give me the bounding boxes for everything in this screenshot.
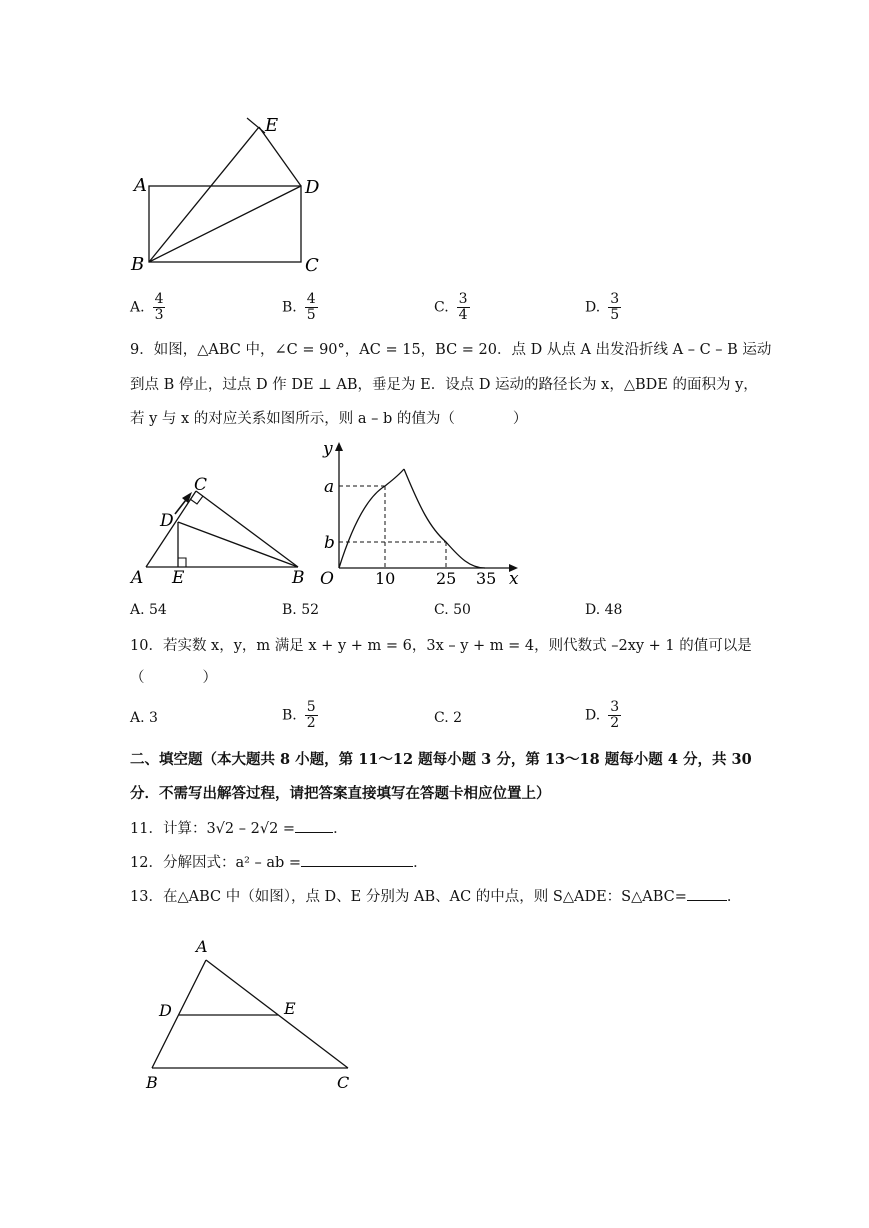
label-a-value: a [324,477,335,497]
q9-option-c[interactable]: C. 50 [434,602,471,618]
q11-answer-blank[interactable] [295,818,333,833]
arrow-head [182,492,192,503]
tick-25: 25 [436,569,457,588]
label-origin: O [320,569,334,589]
label-x: x [509,569,519,589]
tick-35: 35 [476,569,497,588]
tick-10: 10 [375,569,396,588]
q13-answer-blank[interactable] [687,886,727,901]
label-b-value: b [324,533,335,553]
q9-triangle-figure [125,470,315,590]
segment-db [178,522,298,567]
segment-be [149,127,259,262]
section-2-heading-line-1: 二、填空题（本大题共 8 小题，第 11～12 题每小题 3 分，第 13～18 题每小题 4 分，共 30 [130,751,752,768]
label-e: E [284,999,296,1018]
q9-graph-figure [310,438,530,590]
label-b: B [292,568,305,588]
q10-option-d[interactable]: D. $\frac{3}{2}$ [585,699,620,731]
q9-option-d[interactable]: D. 48 [585,602,623,618]
label-a: A [134,175,147,196]
label-a: A [196,937,208,956]
label-y: y [323,439,333,459]
q9-option-b[interactable]: B. 52 [282,602,320,618]
q8-figure [120,105,350,285]
section-2-heading-line-2: 分．不需写出解答过程，请把答案直接填写在答题卡相应位置上） [130,785,551,802]
label-c: C [337,1073,350,1092]
label-c: C [305,255,319,276]
q9-line-3: 若 y 与 x 的对应关系如图所示，则 a – b 的值为（ ） [130,411,528,427]
label-b: B [131,254,145,275]
q10-line-1: 10．若实数 x，y，m 满足 x + y + m = 6，3x – y + m = 4，则代数式 –2xy + 1 的值可以是 [130,638,752,654]
q12: 12．分解因式：a² – ab = ． [130,852,428,873]
q9-line-1: 9．如图，△ABC 中，∠C = 90°，AC = 15，BC = 20．点 D 从点 A 出发沿折线 A – C – B 运动 [130,342,772,358]
curve-rising [339,469,404,568]
label-d: D [305,177,320,198]
right-angle-e [178,558,186,567]
q8-option-b[interactable]: B. $\frac{4}{5}$ [282,291,316,323]
q8-option-c[interactable]: C. $\frac{3}{4}$ [434,291,468,323]
q13: 13．在△ABC 中（如图），点 D、E 分别为 AB、AC 的中点，则 S△ADE：S△ABC= ． [130,886,741,907]
q11: 11．计算：3√2 – 2√2 = ． [130,818,348,839]
q8-option-a[interactable]: A. $\frac{4}{3}$ [130,291,164,323]
label-d: D [159,1001,172,1020]
label-d: D [160,511,174,531]
q10-option-a[interactable]: A. 3 [130,710,158,726]
label-b: B [146,1073,158,1092]
q10-line-2: （ ） [130,670,217,686]
q10-option-c[interactable]: C. 2 [434,710,463,726]
y-axis-arrow [335,442,343,451]
label-e: E [172,568,185,588]
q12-answer-blank[interactable] [301,852,413,867]
q9-option-a[interactable]: A. 54 [130,602,167,618]
q9-line-2: 到点 B 停止，过点 D 作 DE ⊥ AB，垂足为 E．设点 D 运动的路径长为 x，△BDE 的面积为 y， [130,377,758,393]
label-a: A [131,568,144,588]
q10-option-b[interactable]: B. $\frac{5}{2}$ [282,699,316,731]
q13-figure [140,935,370,1100]
q8-option-d[interactable]: D. $\frac{3}{5}$ [585,291,620,323]
segment-cb [196,491,298,567]
label-e: E [265,115,279,136]
label-c: C [194,475,208,495]
curve-falling [404,469,485,568]
segment-ac [206,960,348,1068]
diagonal-bd [149,186,301,262]
